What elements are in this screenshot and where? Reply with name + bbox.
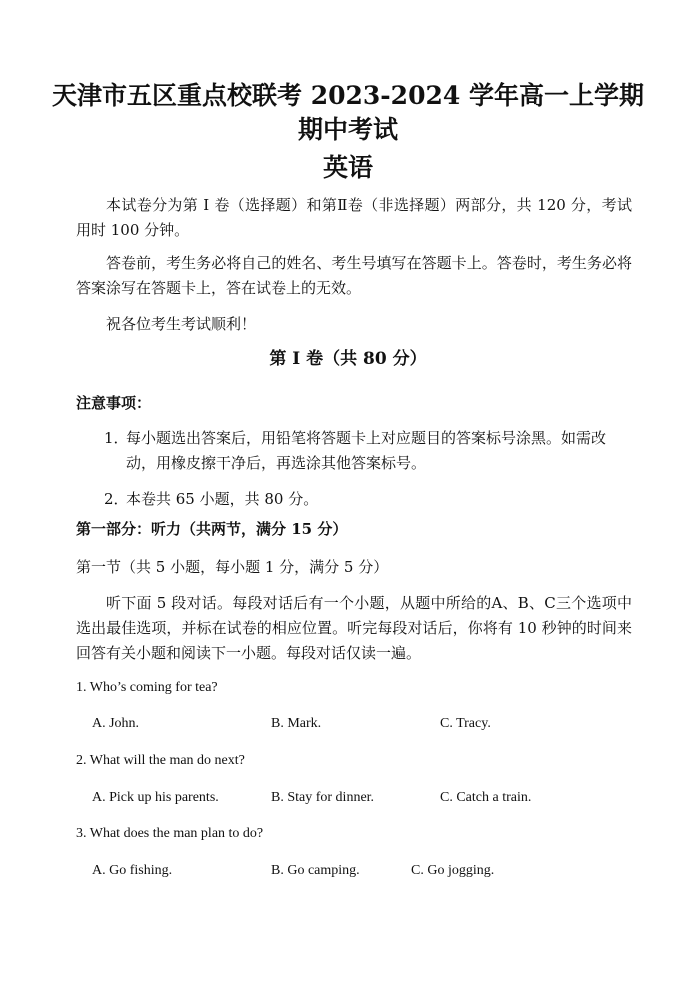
notice-text: 本卷共 65 小题，共 80 分。 [126,490,319,508]
section-heading: 第一部分：听力（共两节，满分 15 分） [76,520,348,538]
notice-number: 1． [104,429,129,447]
option-c: C. Catch a train. [440,790,532,805]
listening-instructions: 听下面 5 段对话。每段对话后有一个小题，从题中所给的A、B、C三个选项中选出最佳选项，并标在试卷的相应位置。听完每段对话后，你将有 10 秒钟的时间来回答有关小题和阅读下一小题。每段对话仅读一遍。 [76,594,632,662]
notice-number: 2． [104,490,129,508]
subsection-heading: 第一节（共 5 小题，每小题 1 分，满分 5 分） [76,558,389,576]
notice-item [104,487,624,512]
intro-paragraph: 本试卷分为第 I 卷（选择题）和第Ⅱ卷（非选择题）两部分，共 120 分，考试用时 100 分钟。 [76,196,632,239]
exam-title-line2: 期中考试 [297,115,398,144]
question-stem: 3. What does the man plan to do? [76,826,264,841]
option-b: B. Mark. [271,716,322,731]
question-stem: 1. Who’s coming for tea? [76,680,218,695]
instructions-paragraph: 答卷前，考生务必将自己的姓名、考生号填写在答题卡上。答卷时，考生务必将答案涂写在答题卡上，答在试卷上的无效。 [76,254,632,297]
option-a: A. Pick up his parents. [92,790,219,805]
subject-title: 英语 [322,153,373,182]
part-title: 第 I 卷（共 80 分） [269,349,427,369]
option-c: C. Tracy. [440,716,491,731]
option-a: A. John. [92,716,140,731]
notice-heading: 注意事项： [76,394,152,412]
notice-text: 每小题选出答案后，用铅笔将答题卡上对应题目的答案标号涂黑。如需改动，用橡皮擦干净后，再选涂其他答案标号。 [126,429,607,472]
question-stem: 2. What will the man do next? [76,753,245,768]
good-luck-text: 祝各位考生考试顺利！ [106,315,257,333]
exam-title: 天津市五区重点校联考 2023-2024 学年高一上学期 [52,81,644,110]
option-b: B. Stay for dinner. [271,790,375,805]
option-b: B. Go camping. [271,863,360,878]
option-a: A. Go fishing. [92,863,173,878]
option-c: C. Go jogging. [411,863,495,878]
notice-item [104,426,624,476]
